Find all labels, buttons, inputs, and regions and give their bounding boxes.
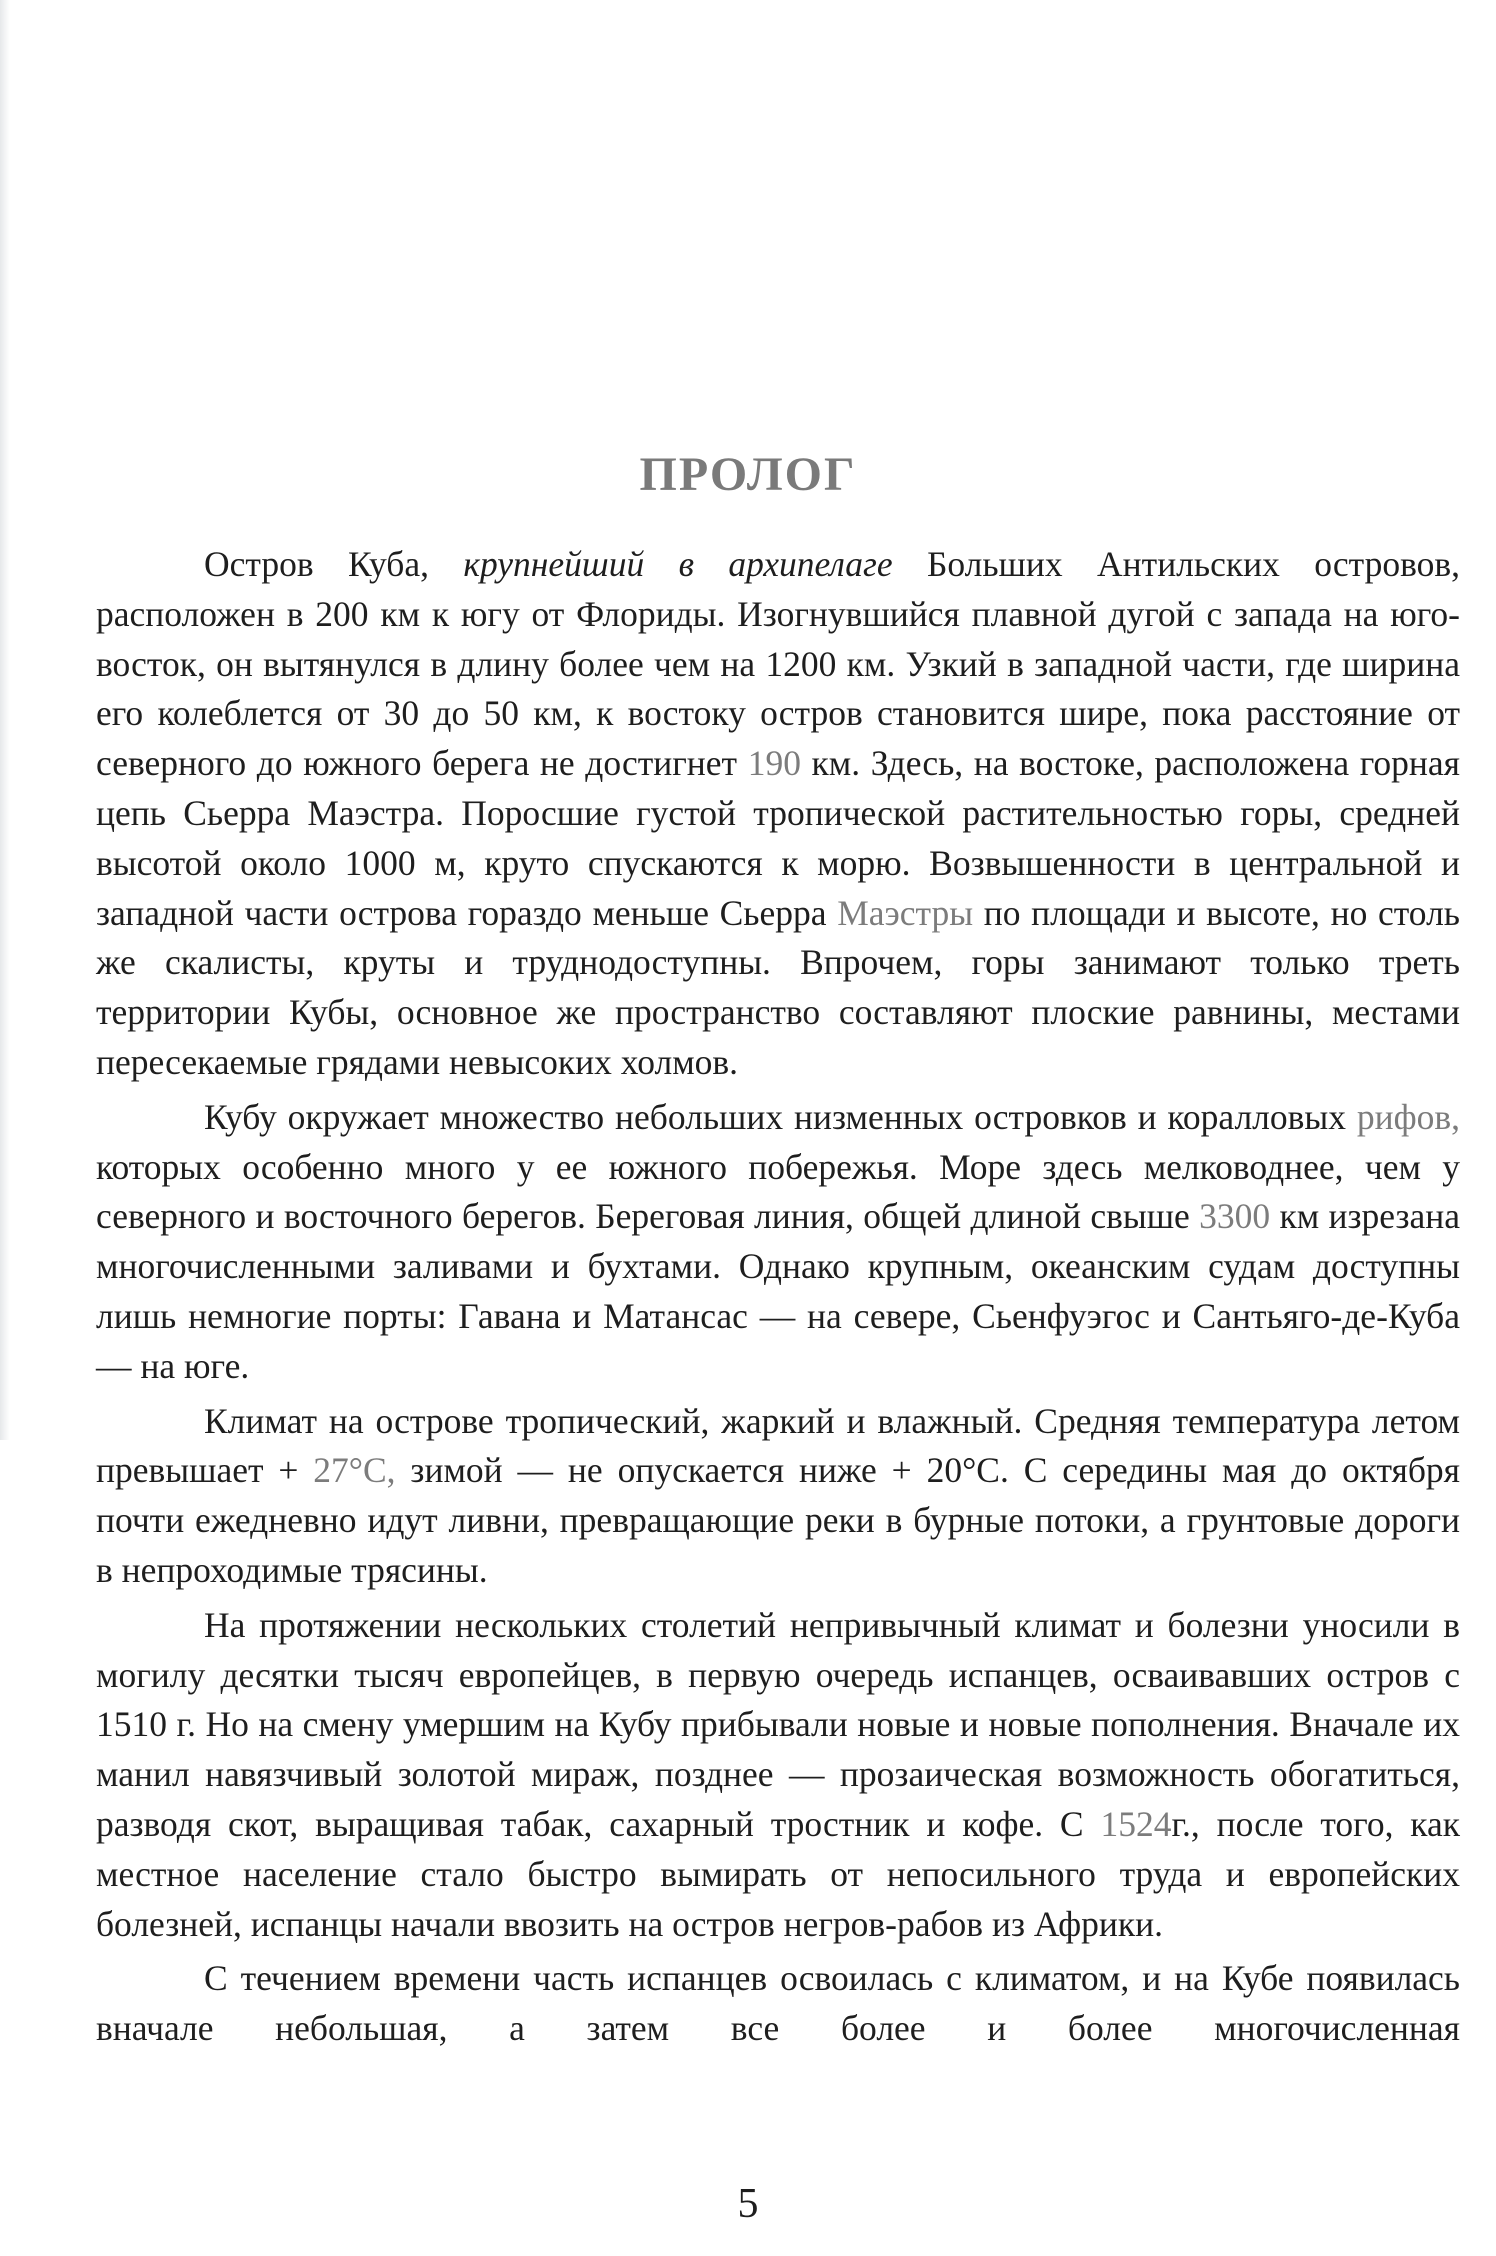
- text-segment: 3300: [1199, 1196, 1271, 1237]
- scan-edge-shadow: [0, 0, 10, 1440]
- text-segment: г., после того, как местное население стало быстро вымирать от непосильного труда и европейских болезней, испанцы начали ввозить на остров негров-рабов из Африки.: [96, 1803, 1461, 1944]
- text-segment: крупнейший в архипелаге: [463, 544, 893, 584]
- text-segment: км изрезана многочисленными заливами и бухтами. Однако крупным, океанским судам доступны лишь немногие порты: Гавана и Матансас — на севере, Сьенфуэгос и Сантьяго-де-Куба — на юге.: [96, 1196, 1460, 1386]
- text-segment: 27°С,: [313, 1450, 396, 1491]
- text-segment: 190: [747, 743, 801, 784]
- paragraph: [96, 540, 1460, 1088]
- text-segment: рифов,: [1356, 1096, 1460, 1137]
- paragraph: [96, 1397, 1460, 1596]
- text-segment: Кубу окружает множество небольших низменных островков и коралловых: [204, 1096, 1357, 1137]
- text-segment: 1524: [1100, 1803, 1172, 1844]
- text-segment: С течением времени часть испанцев освоилась с климатом, и на Кубе появилась вначале небольшая, а затем все более и более многочисленная: [96, 1958, 1460, 2049]
- text-segment: которых особенно много у ее южного побережья. Море здесь мелководнее, чем у северного и восточного берегов. Береговая линия, общей длиной свыше: [96, 1146, 1460, 1237]
- text-segment: км. Здесь, на востоке, расположена горная цепь Сьерра Маэстра. Поросшие густой тропической растительностью горы, средней высотой около 1000 м, круто спускаются к морю. Возвышенности в центральной и западной части острова гораздо меньше Сьерра: [96, 743, 1460, 933]
- text-segment: по площади и высоте, но столь же скалисты, круты и труднодоступны. Впрочем, горы занимают только треть территории Кубы, основное же пространство составляют плоские равнины, местами пересекаемые грядами невысоких холмов.: [96, 892, 1460, 1082]
- text-segment: Климат на острове тропический, жаркий и влажный. Средняя температура летом превышает +: [96, 1400, 1460, 1491]
- text-segment: Больших Антильских островов, расположен в 200 км к югу от Флориды. Изогнувшийся плавной дугой с запада на юго-восток, он вытянулся в длину более чем на 1200 км. Узкий в западной части, где ширина его колеблется от 30 до 50 км, к востоку остров становится шире, пока расстояние от северного до южного берега не достигнет: [96, 544, 1460, 784]
- text-segment: Остров Куба,: [204, 544, 464, 584]
- paragraph: [96, 1093, 1460, 1392]
- body-text: [96, 540, 1460, 2059]
- text-segment: На протяжении нескольких столетий непривычный климат и болезни уносили в могилу десятки тысяч европейцев, в первую очередь испанцев, осваивавших остров с 1510 г. Но на смену умершим на Кубу прибывали новые и новые пополнения. Вначале их манил навязчивый золотой мираж, позднее — прозаическая возможность обогатиться, разводя скот, выращивая табак, сахарный тростник и кофе. С: [96, 1604, 1460, 1844]
- text-segment: Маэстры: [837, 892, 974, 933]
- paragraph: [96, 1954, 1460, 2054]
- page-title: ПРОЛОГ: [639, 448, 857, 501]
- paragraph: [96, 1601, 1460, 1950]
- page-number: 5: [737, 2181, 759, 2227]
- text-segment: зимой — не опускается ниже + 20°С. С середины мая до октября почти ежедневно идут ливни, превращающие реки в бурные потоки, а грунтовые дороги в непроходимые трясины.: [96, 1450, 1460, 1590]
